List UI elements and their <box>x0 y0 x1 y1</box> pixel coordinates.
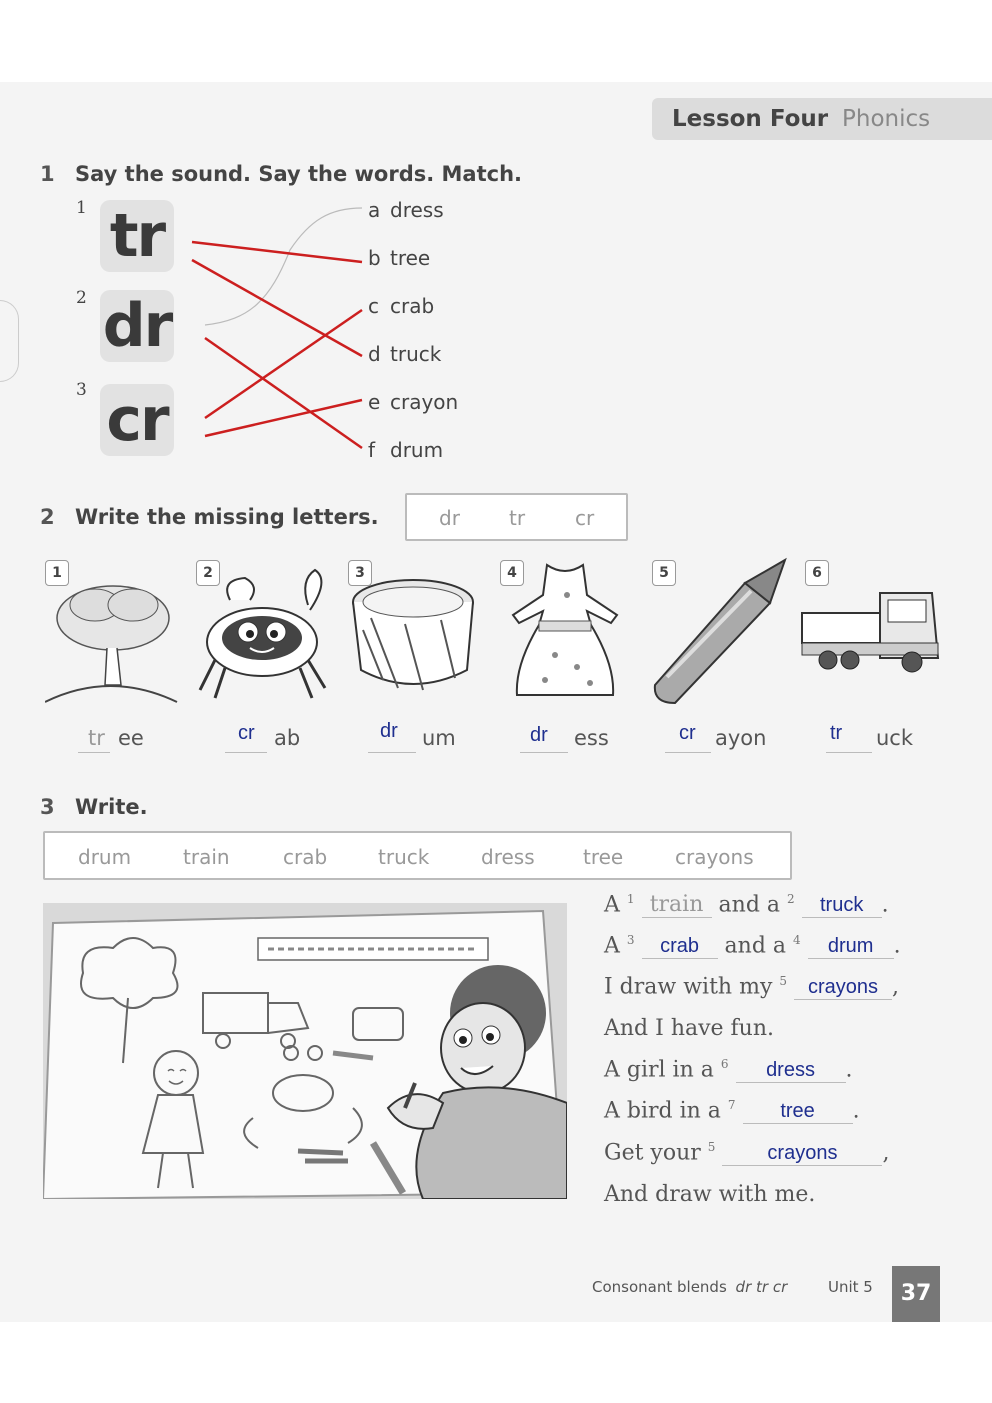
match-letter: b <box>368 246 381 270</box>
handwritten-answer[interactable]: crayons <box>722 1142 882 1166</box>
picture-number: 3 <box>348 560 372 586</box>
bank-word: dress <box>481 845 535 869</box>
song-text: and a <box>724 933 787 959</box>
handwritten-answer: tr <box>830 722 843 744</box>
footer-topic <box>592 1278 787 1296</box>
song-line-3 <box>604 974 899 1000</box>
match-letter: c <box>368 294 379 318</box>
song-text: A bird in a <box>604 1098 721 1124</box>
handwritten-answer[interactable]: truck <box>802 894 882 918</box>
word-ending: ee <box>118 726 144 750</box>
tree-icon <box>45 560 180 710</box>
song-line-5 <box>604 1057 853 1083</box>
bank-letters: cr <box>575 506 595 530</box>
handwritten-answer[interactable]: tree <box>743 1100 853 1124</box>
match-word: tree <box>390 246 431 270</box>
blend-text: dr <box>102 291 172 361</box>
bank-word: tree <box>583 845 624 869</box>
song-text: A girl in a <box>604 1057 714 1083</box>
song-punct: . <box>893 933 901 959</box>
crayon-icon <box>645 555 790 710</box>
page-number: 37 <box>892 1266 940 1322</box>
handwritten-answer[interactable]: crab <box>642 935 718 959</box>
word-ending: ayon <box>715 726 767 750</box>
bank-letters: dr <box>439 506 460 530</box>
lesson-title: Lesson Four <box>672 106 829 132</box>
blend-text: tr <box>109 201 165 271</box>
word-bank-box <box>43 831 792 880</box>
letter-bank-box <box>405 493 628 541</box>
song-text: And draw with me. <box>604 1182 816 1207</box>
match-word: crayon <box>390 390 459 414</box>
word-ending: ab <box>274 726 301 750</box>
song-text: Get your <box>604 1140 701 1166</box>
crab-icon <box>190 560 335 710</box>
picture-number: 2 <box>196 560 220 586</box>
song-line-4 <box>604 1016 774 1041</box>
bank-word: crab <box>283 845 328 869</box>
match-line-cr-crab <box>205 310 362 418</box>
section-3-number: 3 <box>40 795 55 819</box>
blank-number: 3 <box>626 933 635 947</box>
song-line-1 <box>604 892 889 918</box>
bank-letters: tr <box>509 506 526 530</box>
section-1-number: 1 <box>40 162 55 186</box>
song-line-6 <box>604 1098 860 1124</box>
song-punct: , <box>882 1140 890 1166</box>
blend-text: cr <box>106 385 168 455</box>
song-line-8 <box>604 1182 815 1207</box>
footer-topic-text: Consonant blends <box>592 1278 727 1296</box>
section-2-title: Write the missing letters. <box>75 505 379 529</box>
song-line-2 <box>604 933 901 959</box>
song-text: A <box>604 892 620 918</box>
match-letter: e <box>368 390 381 414</box>
bank-word: drum <box>78 845 132 869</box>
drawing-illustration <box>43 903 567 1199</box>
footer-unit: Unit 5 <box>828 1278 873 1296</box>
song-line-7 <box>604 1140 889 1166</box>
section-3-title: Write. <box>75 795 148 819</box>
match-word: dress <box>390 198 444 222</box>
blank-number: 1 <box>626 892 635 906</box>
song-text: A <box>604 933 620 959</box>
song-text: and a <box>718 892 781 918</box>
match-line-tr-tree <box>192 242 362 262</box>
picture-number: 1 <box>45 560 69 586</box>
handwritten-answer[interactable]: dress <box>736 1059 846 1083</box>
blank-number: 7 <box>727 1098 736 1112</box>
word-ending: uck <box>876 726 914 750</box>
match-letter: d <box>368 342 381 366</box>
dress-icon <box>495 555 635 705</box>
handwritten-answer: dr <box>530 724 548 746</box>
blank-number: 5 <box>779 974 788 988</box>
blank-number: 2 <box>787 892 795 906</box>
song-punct: . <box>845 1057 853 1083</box>
bank-word: train <box>183 845 230 869</box>
blend-number: 3 <box>76 380 87 400</box>
matching-lines <box>0 0 992 500</box>
blend-number: 2 <box>76 288 87 308</box>
blank-number: 5 <box>707 1140 716 1154</box>
blank-number: 4 <box>793 933 801 947</box>
section-1-title: Say the sound. Say the words. Match. <box>75 162 523 186</box>
handwritten-answer[interactable]: crayons <box>794 976 892 1000</box>
picture-number: 5 <box>652 560 676 586</box>
match-word: crab <box>390 294 435 318</box>
word-ending: ess <box>574 726 609 750</box>
song-punct: , <box>892 974 900 1000</box>
truck-icon <box>800 588 945 688</box>
blank-number: 6 <box>720 1057 729 1071</box>
example-guide-line <box>205 208 362 325</box>
blend-number: 1 <box>76 198 87 218</box>
handwritten-answer[interactable]: drum <box>808 935 894 959</box>
picture-number: 4 <box>500 560 524 586</box>
match-word: drum <box>390 438 444 462</box>
lesson-subtitle: Phonics <box>842 106 931 132</box>
given-letters: tr <box>88 726 105 750</box>
song-punct: . <box>852 1098 860 1124</box>
song-text: I draw with my <box>604 974 773 1000</box>
song-text: And I have fun. <box>604 1016 775 1041</box>
handwritten-answer: cr <box>679 722 696 744</box>
given-answer: train <box>642 892 712 918</box>
word-ending: um <box>422 726 456 750</box>
match-line-tr-truck <box>192 260 362 356</box>
bank-word: crayons <box>675 845 754 869</box>
section-2-number: 2 <box>40 505 55 529</box>
boy-drawing-picture <box>43 903 567 1199</box>
match-letter: a <box>368 198 381 222</box>
drum-icon <box>343 570 483 700</box>
handwritten-answer: cr <box>238 722 255 744</box>
match-word: truck <box>390 342 442 366</box>
handwritten-answer: dr <box>380 720 398 742</box>
footer-blends: dr tr cr <box>735 1278 788 1296</box>
song-punct: . <box>881 892 889 918</box>
picture-number: 6 <box>805 560 829 586</box>
match-letter: f <box>368 438 376 462</box>
bank-word: truck <box>378 845 430 869</box>
